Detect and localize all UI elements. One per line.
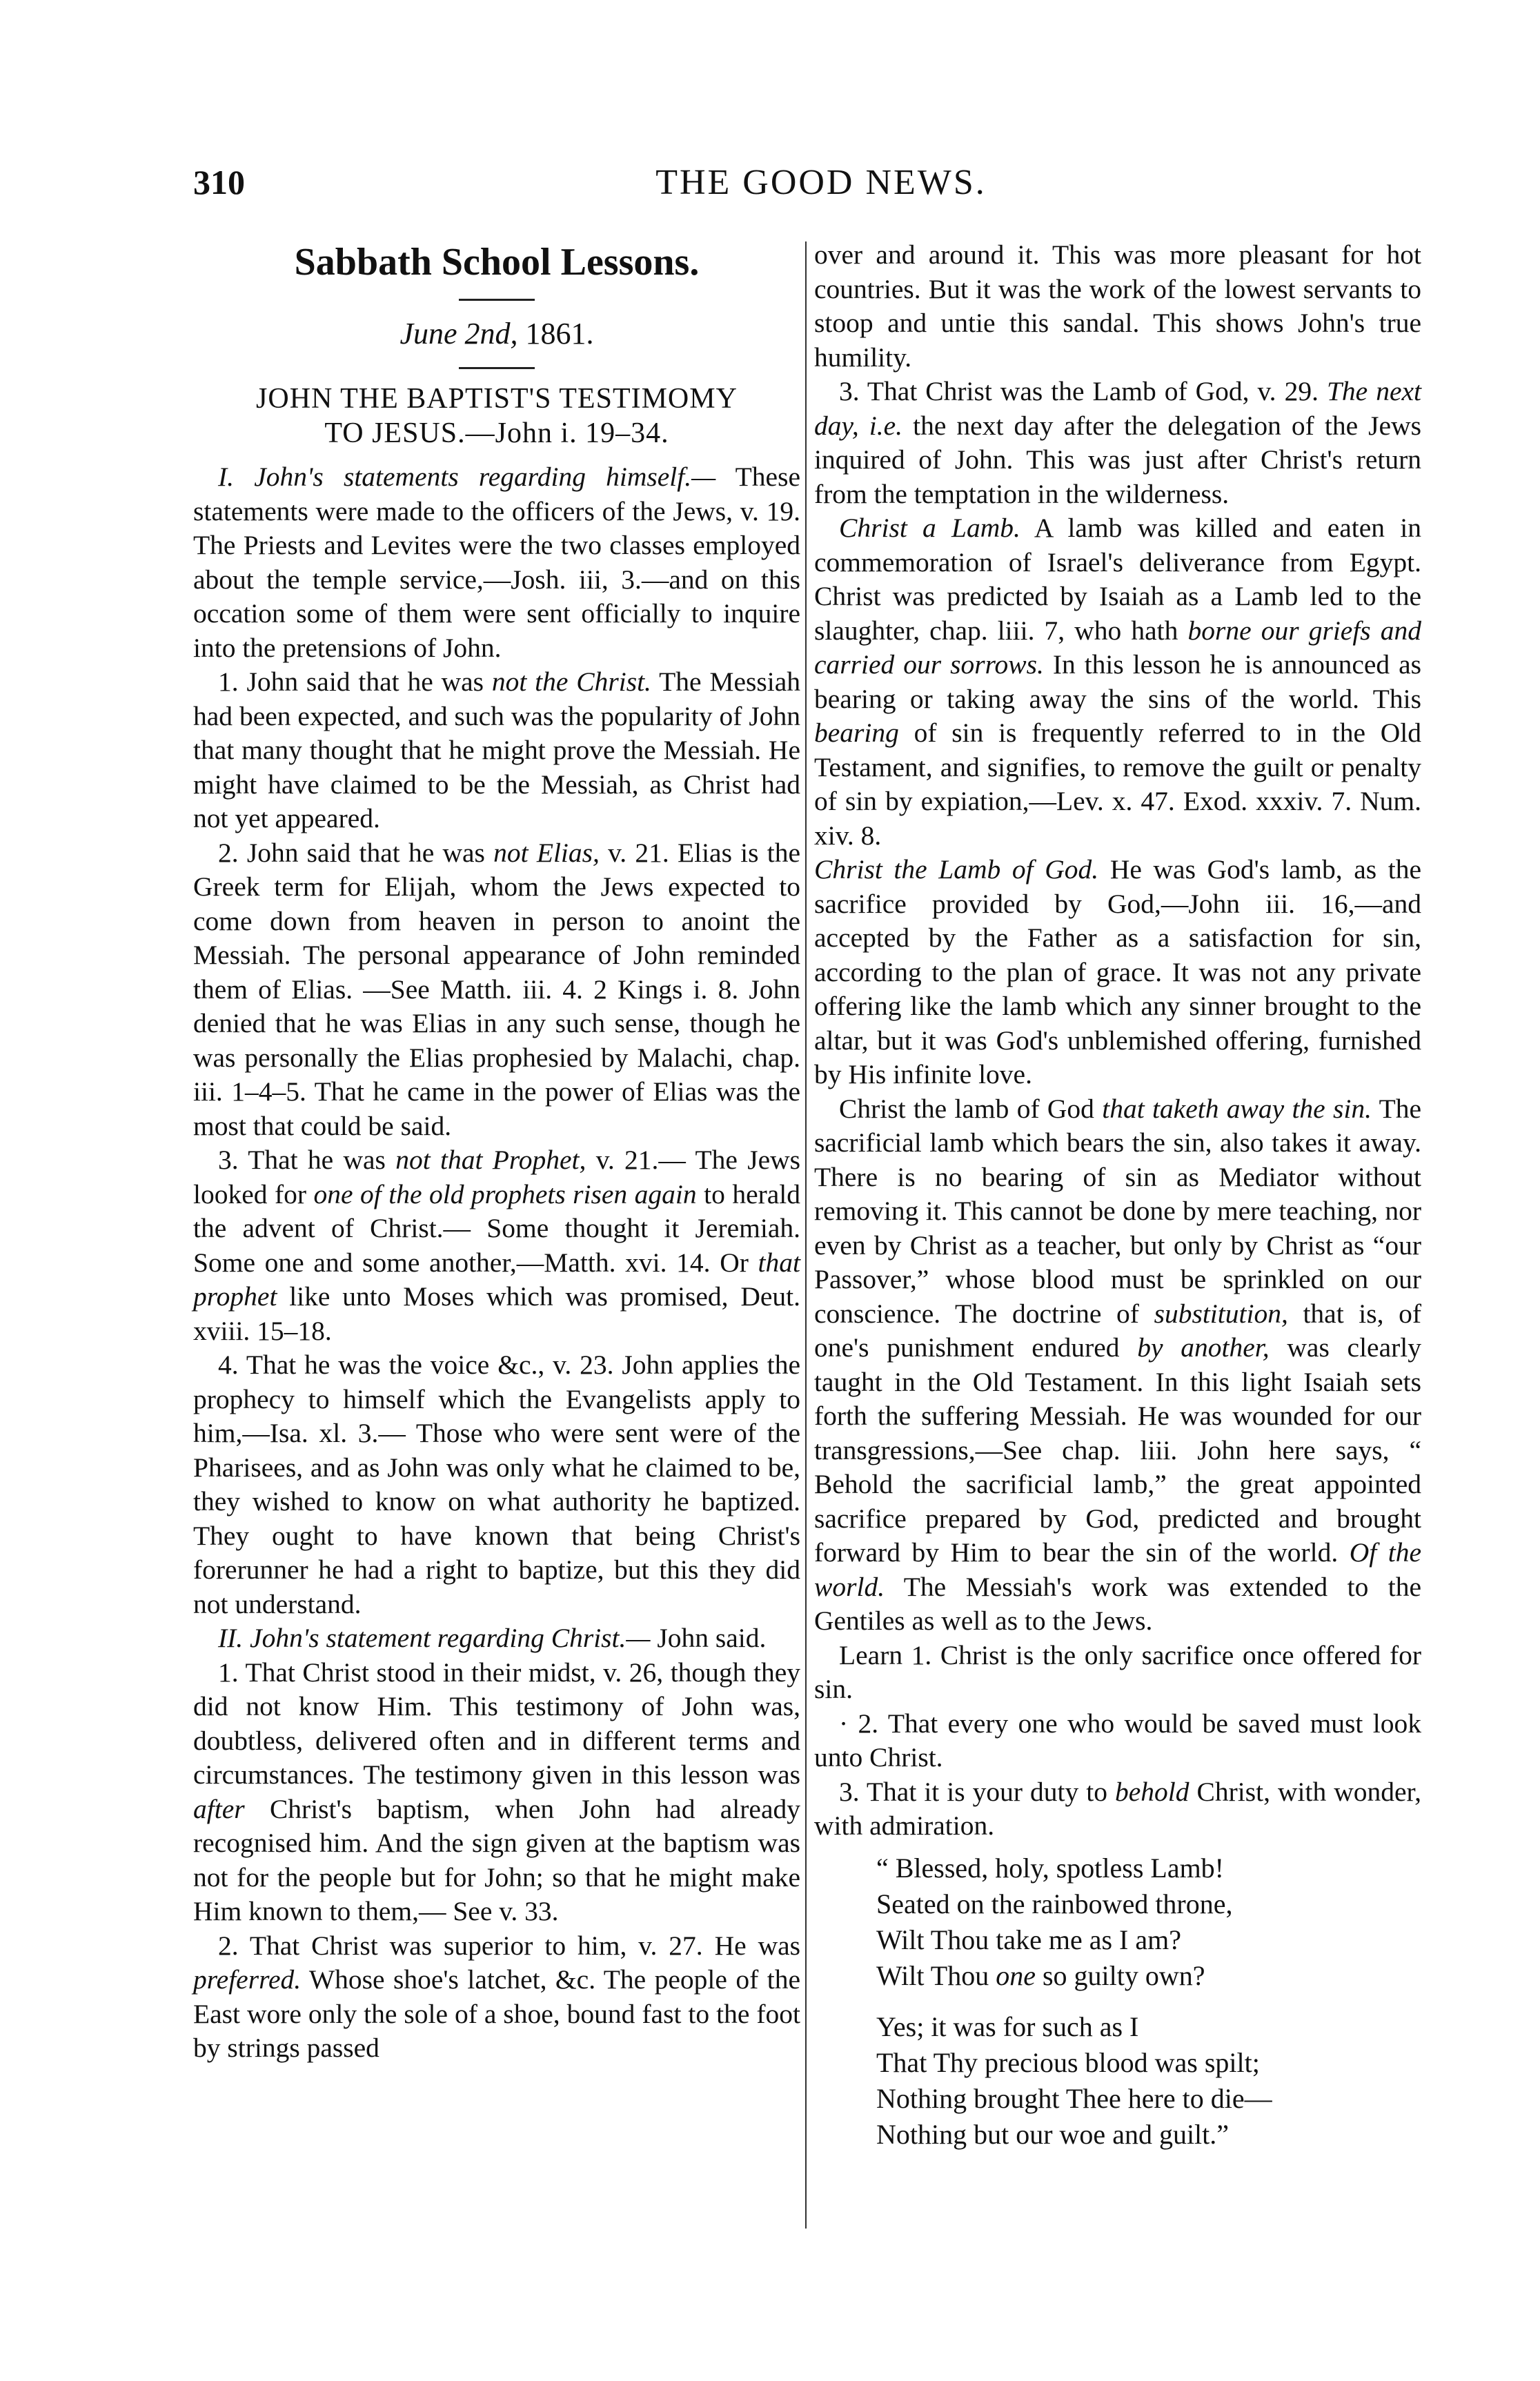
paragraph-5: 4. That he was the voice &c., v. 23. John applies the prophecy to himself which the Evangelists apply to him,—Isa. xl. 3.— Those who were sent were of the Pharisees, and as John was only what he claimed to be, they wished to know on what authority he baptized. They ought to have known that being Christ's forerunner he had a right to baptize, but this they did not understand.	[193, 1350, 800, 1619]
p7-text-b: Christ's baptism, when John had already recognised him. And the sign given at the baptism was not for the people but for John; so that he might make Him known to them,— See v. 33.	[193, 1793, 800, 1926]
p8-italic: preferred.	[193, 1964, 302, 1995]
r3-italic-2: borne our griefs and carried our sorrows.	[814, 615, 1422, 680]
page-number: 310	[193, 163, 245, 201]
date-prefix: June 2nd,	[399, 317, 518, 350]
r3-italic-3: bearing	[814, 718, 899, 748]
r4-text-a: He was God's lamb, as the sacrifice provided by God,—John iii. 16,—and accepted by the Father as a satisfaction for sin, according to the plan of grace. It was not any private offering like the lamb which any sinner brought to the altar, but it was God's unblemished offering, furnished by His infinite love.	[814, 854, 1421, 1089]
r8-italic: behold	[1115, 1776, 1189, 1807]
paragraph-7	[193, 1656, 800, 1929]
poem-line-2: Seated on the rainbowed throne,	[876, 1888, 1233, 1919]
p4-text-a: 3. That he was	[218, 1145, 386, 1175]
poem-line-4-b: so guilty own?	[1042, 1959, 1205, 1991]
p2-text-b: The Messiah had been expected, and such was the popularity of John that many thought that he might prove the Messiah. He might have claimed to be the Messiah, as Christ had not yet appeared.	[193, 666, 800, 833]
right-paragraph-2	[814, 375, 1421, 511]
right-column	[814, 238, 1421, 2153]
right-paragraph-7: · 2. That every one who would be saved must look unto Christ.	[814, 1708, 1421, 1772]
paragraph-2	[193, 665, 800, 836]
left-column	[193, 238, 800, 2066]
r3-text-b: In this lesson he is announced as bearing or taking away the sins of the world. This	[814, 649, 1422, 714]
right-paragraph-5	[814, 1092, 1421, 1639]
lesson-title: Sabbath School Lessons.	[294, 241, 700, 284]
running-title: THE GOOD NEWS.	[655, 163, 987, 202]
r8-text-a: 3. That it is your duty to	[839, 1776, 1107, 1807]
r5-italic-4: Of the world.	[814, 1537, 1421, 1602]
page-header	[193, 162, 1449, 210]
poem-line-1: “ Blessed, holy, spotless Lamb!	[876, 1852, 1225, 1884]
right-paragraph-8	[814, 1775, 1421, 1844]
column-divider	[805, 241, 807, 2229]
poem-line-7: Nothing brought Thee here to die—	[876, 2082, 1272, 2114]
poem-line-4	[876, 1958, 1421, 1994]
p2-italic: not the Christ.	[491, 666, 651, 697]
p3-italic: not Elias,	[493, 837, 600, 868]
poem-line-8: Nothing but our woe and guilt.”	[876, 2118, 1230, 2150]
r5-text-c: that is, of one's punishment endured	[814, 1298, 1422, 1363]
lesson-heading	[193, 382, 800, 451]
paragraph-1	[193, 460, 800, 665]
p6-body: John said.	[657, 1623, 767, 1653]
p4-text-d: like unto Moses which was promised, Deut. xviii. 15–18.	[193, 1281, 800, 1346]
title-rule	[459, 299, 535, 301]
poem-line-3: Wilt Thou take me as I am?	[876, 1924, 1181, 1955]
p3-text-a: 2. John said that he was	[218, 837, 485, 868]
right-paragraph-1: over and around it. This was more pleasant for hot countries. But it was the work of the lowest servants to stoop and untie this sandal. This shows John's true humility.	[814, 239, 1421, 373]
p3-text-b: v. 21. Elias is the Greek term for Elijah, whom the Jews expected to come down from heaven in person to anoint the Messiah. The personal appearance of John reminded them of Elias. —See Matth. iii. 4. 2 Kings i. 8. John denied that he was Elias in any such sense, though he was personally the Elias prophesied by Malachi, chap. iii. 1–4–5. That he came in the power of Elias was the most that could be said.	[193, 837, 800, 1141]
poem-line-6: That Thy precious blood was spilt;	[876, 2046, 1260, 2078]
r3-text-c: of sin is frequently referred to in the Old Testament, and signifies, to remove the guilt or penalty of sin by expiation,—Lev. x. 47. Exod. xxxiv. 7. Num. xiv. 8.	[814, 718, 1421, 851]
r5-italic-1: that taketh away the sin.	[1102, 1093, 1372, 1124]
r5-text-a: Christ the lamb of God	[839, 1093, 1094, 1124]
hymn-verse	[876, 1850, 1421, 2153]
paragraph-3	[193, 836, 800, 1144]
right-paragraph-3	[814, 511, 1421, 853]
p8-text-b: Whose shoe's latchet, &c. The people of the East wore only the sole of a shoe, bound fast to the foot by strings passed	[193, 1964, 800, 2063]
r5-italic-2: substitution,	[1154, 1298, 1288, 1329]
paragraph-6	[193, 1621, 800, 1656]
date-year: 1861.	[525, 317, 594, 350]
date-rule	[459, 367, 535, 369]
poem-line-5: Yes; it was for such as I	[876, 2010, 1139, 2042]
lesson-heading-line1: JOHN THE BAPTIST'S TESTIMOMY	[256, 383, 738, 415]
p2-text-a: 1. John said that he was	[218, 666, 484, 697]
r2-text-b: the next day after the delegation of the Jews inquired of John. This was just after Christ's return from the temptation in the wilderness.	[814, 410, 1421, 509]
paragraph-4	[193, 1143, 800, 1348]
p4-text-b: v. 21.— The Jews looked for	[193, 1145, 801, 1209]
r5-text-b: The sacrificial lamb which bears the sin, also takes it away. There is no bearing of sin as Mediator without removing it. This cannot be done by mere teaching, nor even by Christ as a teacher, but only by Christ as “our Passover,” whose blood must be sprinkled on our conscience. The doctrine of	[814, 1093, 1421, 1329]
right-paragraph-6: Learn 1. Christ is the only sacrifice once offered for sin.	[814, 1639, 1421, 1704]
p4-italic-3: that prophet	[193, 1247, 800, 1312]
p7-text-a: 1. That Christ stood in their midst, v. 26, though they did not know Him. This testimony of John was, doubtless, delivered often and in different terms and circumstances. The testimony given in this lesson was	[193, 1657, 800, 1790]
p1-body: These statements were made to the officers of the Jews, v. 19. The Priests and Levites were the two classes employed about the temple service,—Josh. iii, 3.—and on this occation some of them were sent officially to inquire into the pretensions of John.	[193, 462, 800, 663]
r5-italic-3: by another,	[1137, 1332, 1270, 1363]
lesson-heading-line2: TO JESUS.—John i. 19–34.	[324, 417, 669, 449]
paragraph-8	[193, 1929, 800, 2066]
poem-line-4-a: Wilt Thou	[876, 1959, 989, 1991]
right-paragraph-4	[814, 853, 1421, 1092]
p6-head: II. John's statement regarding Christ.—	[218, 1623, 651, 1653]
p7-italic: after	[193, 1793, 245, 1824]
r3-italic-1: Christ a Lamb.	[839, 513, 1020, 543]
r4-italic: Christ the Lamb of God.	[814, 854, 1099, 885]
p4-italic-1: not that Prophet,	[395, 1145, 586, 1175]
r5-text-d: was clearly taught in the Old Testament. In this light Isaiah sets forth the suffering Messiah. He was wounded for our transgressions,—See chap. liii. John here says, “ Behold the sacrificial lamb,” the great appointed sacrifice prepared by God, predicted and brought forward by Him to bear the sin of the world.	[814, 1332, 1421, 1568]
p1-head: I. John's statements regarding himself.—	[218, 462, 716, 492]
r2-italic: The next day, i.e.	[814, 376, 1422, 441]
p8-text-a: 2. That Christ was superior to him, v. 27. He was	[218, 1930, 800, 1961]
p4-italic-2: one of the old prophets risen again	[313, 1178, 697, 1209]
lesson-date	[193, 313, 800, 355]
p4-text-c: to herald the advent of Christ.— Some thought it Jeremiah. Some one and some another,—Matth. xvi. 14. Or	[193, 1178, 801, 1278]
r3-text-a: A lamb was killed and eaten in commemoration of Israel's deliverance from Egypt. Christ was predicted by Isaiah as a Lamb led to the slaughter, chap. liii. 7, who hath	[814, 513, 1421, 646]
r2-text-a: 3. That Christ was the Lamb of God, v. 29.	[839, 376, 1319, 406]
r5-text-e: The Messiah's work was extended to the Gentiles as well as to the Jews.	[814, 1571, 1421, 1636]
poem-line-4-italic: one	[996, 1959, 1036, 1991]
r8-text-b: Christ, with wonder, with admiration.	[814, 1776, 1421, 1841]
stanza-gap	[876, 1994, 1421, 2009]
